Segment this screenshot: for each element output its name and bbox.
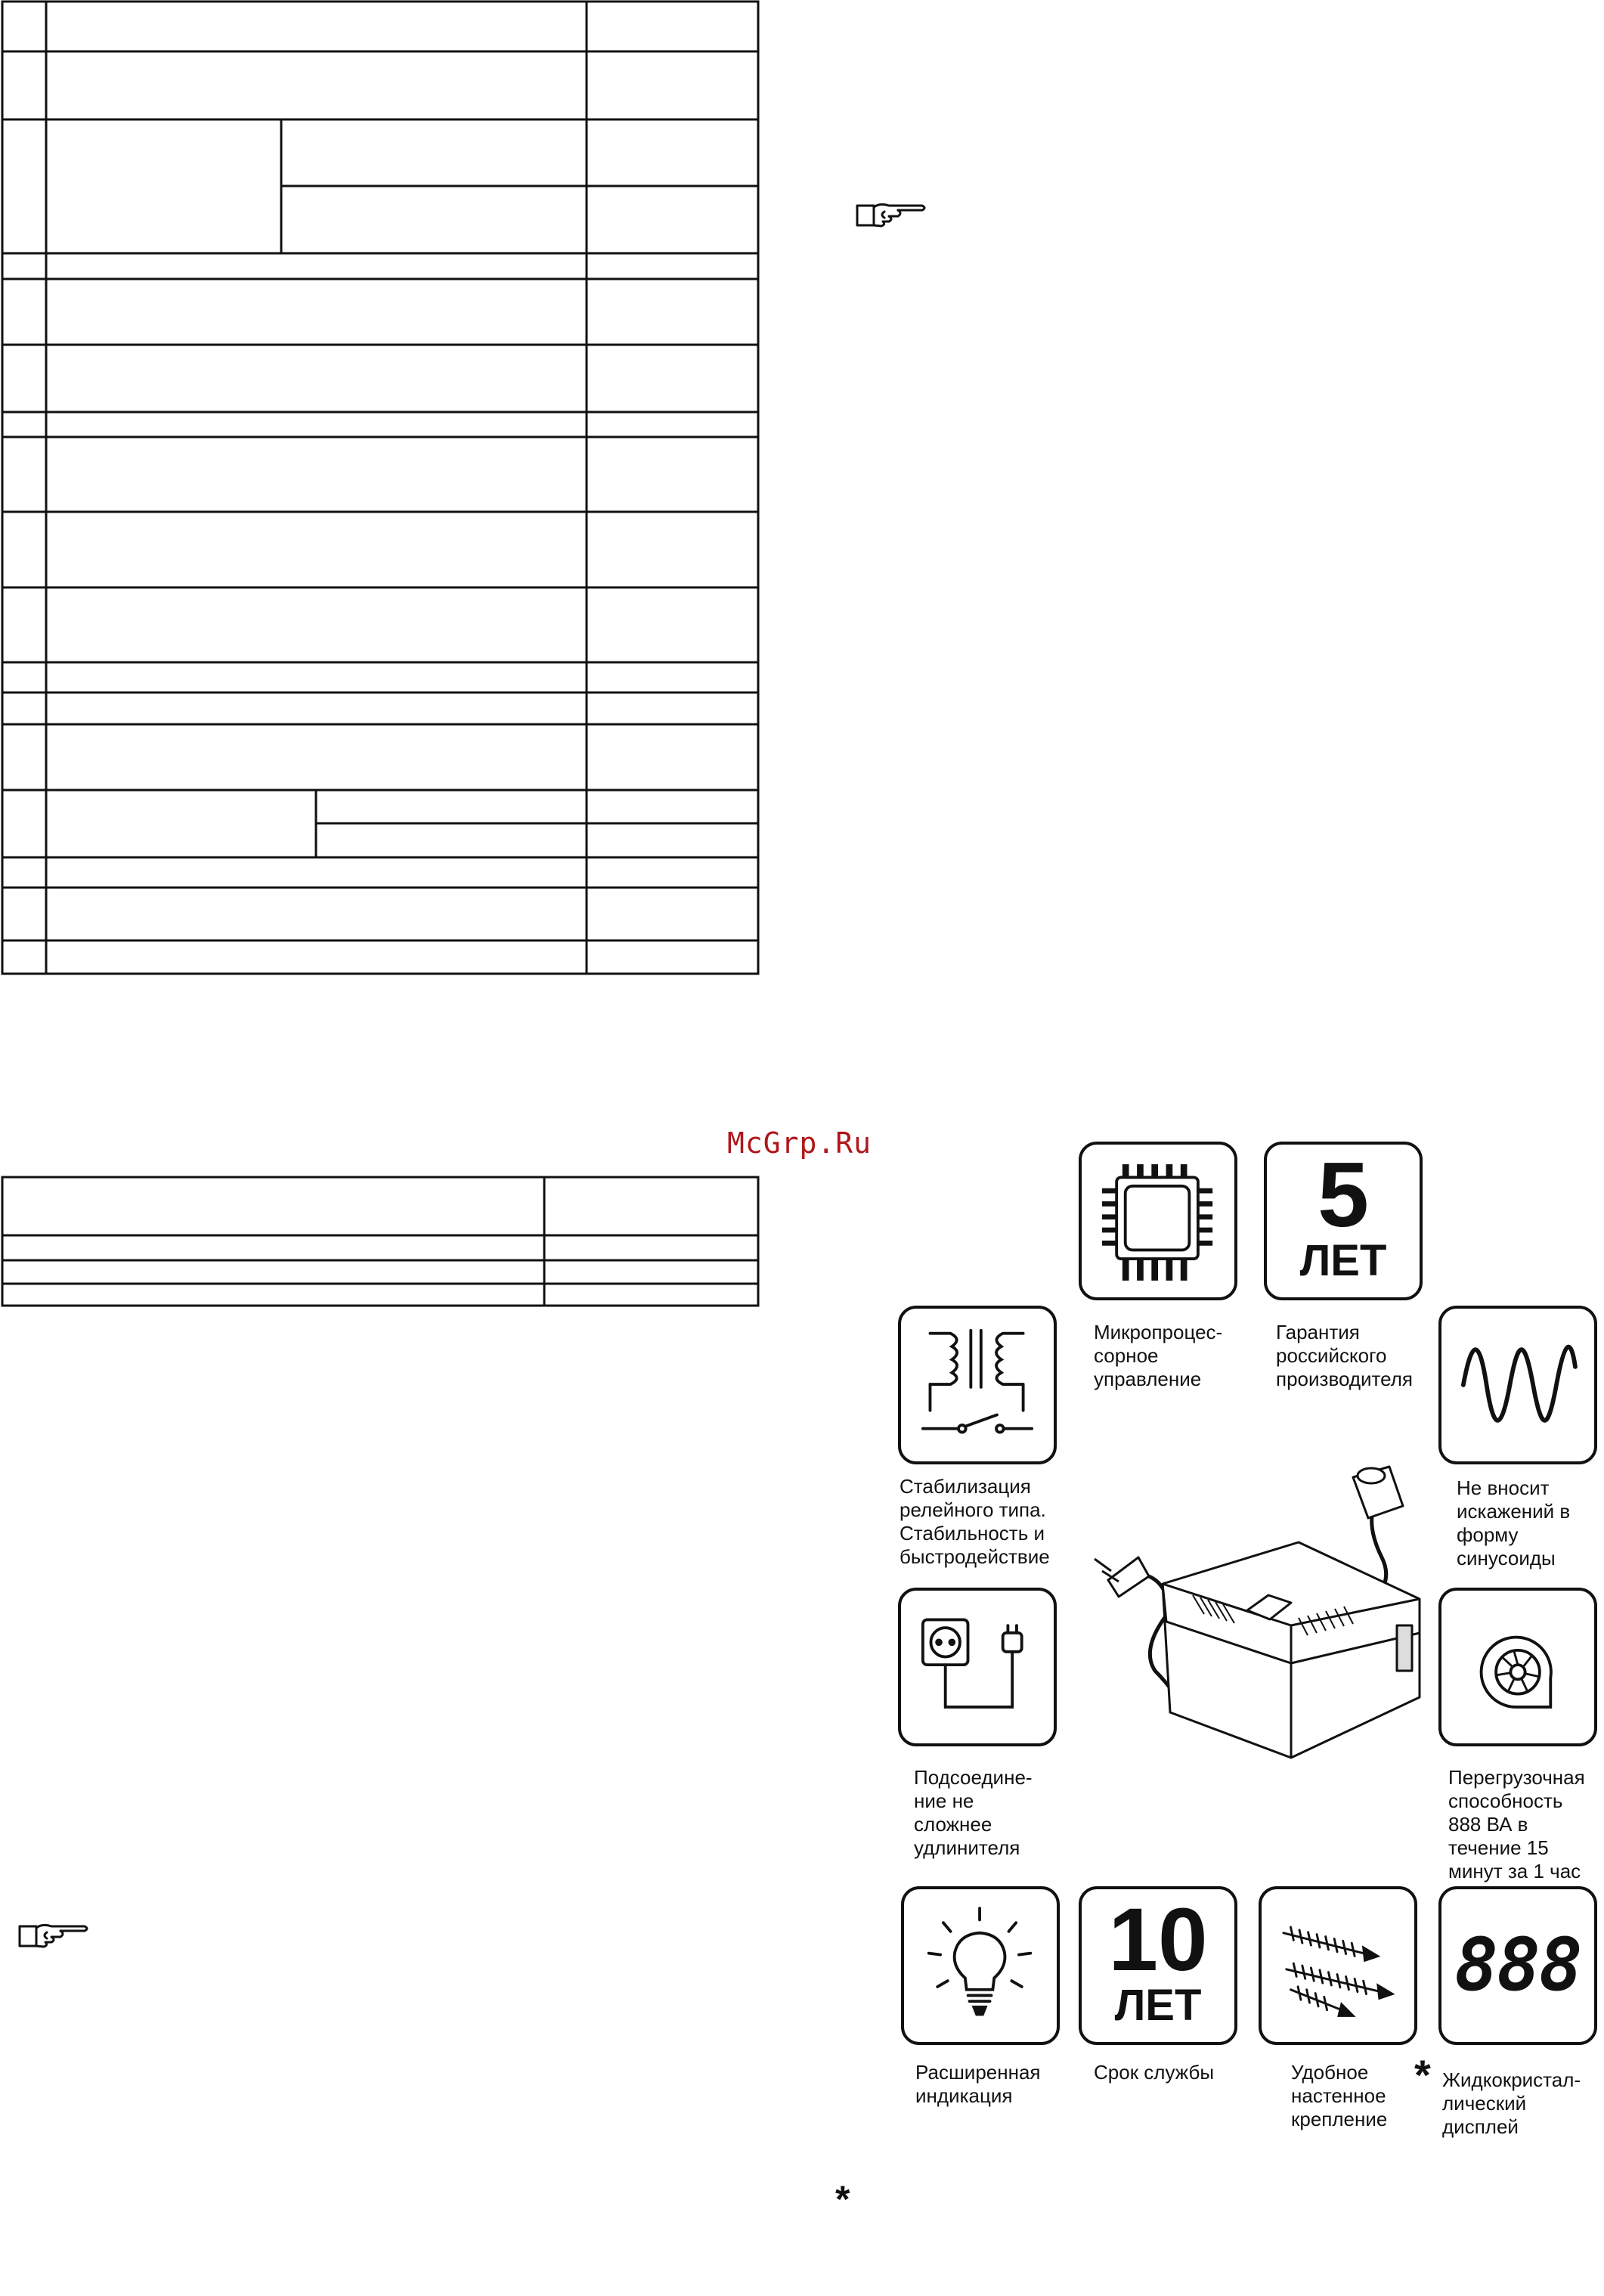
stabilizer-device-illustration: [1072, 1421, 1435, 1814]
microprocessor-tile: [1079, 1142, 1237, 1300]
footer-asterisk: *: [835, 2178, 850, 2220]
display-asterisk: *: [1414, 2051, 1431, 2099]
wall-mount-tile: [1259, 1886, 1417, 2045]
overload-tile: [1438, 1588, 1597, 1746]
service-life-tile: [1079, 1886, 1237, 2045]
watermark: McGrp.Ru: [727, 1126, 872, 1160]
display-digits: 888: [1454, 1923, 1581, 2007]
service-life-number: 10: [1108, 1890, 1208, 1990]
display-caption: Жидкокристал- лический дисплей: [1442, 2068, 1581, 2138]
small-table: [0, 1176, 763, 1308]
service-life-caption: Срок службы: [1094, 2061, 1215, 2084]
indication-caption: Расширенная индикация: [915, 2061, 1041, 2107]
fan-icon: [1441, 1591, 1594, 1743]
light-bulb-icon: [904, 1889, 1057, 2042]
warranty-number: 5: [1318, 1143, 1369, 1246]
pointing-hand-icon: [854, 198, 930, 231]
sine-tile: [1438, 1306, 1597, 1464]
transformer-relay-icon: [901, 1309, 1054, 1461]
display-tile: [1438, 1886, 1597, 2045]
pointing-hand-icon: [17, 1919, 92, 1952]
microprocessor-caption: Микропроцес- сорное управление: [1094, 1321, 1223, 1390]
overload-caption: Перегрузочная способность 888 ВА в течение 15 минут за 1 час: [1448, 1766, 1585, 1882]
relay-tile: [898, 1306, 1057, 1464]
microchip-icon: [1082, 1145, 1234, 1297]
service-life-unit: ЛЕТ: [1114, 1981, 1202, 2030]
relay-caption: Стабилизация релейного типа. Стабильность и быстродействие: [900, 1475, 1050, 1568]
sine-caption: Не вносит искажений в форму синусоиды: [1457, 1476, 1571, 1569]
warranty-caption: Гарантия российского производителя: [1276, 1321, 1414, 1390]
wall-mount-caption: Удобное настенное крепление: [1291, 2061, 1388, 2130]
connection-caption: Подсоедине- ние не сложнее удлинителя: [914, 1766, 1033, 1859]
sine-wave-icon: [1441, 1309, 1594, 1461]
connection-tile: [898, 1588, 1057, 1746]
warranty-tile: [1264, 1142, 1423, 1300]
indication-tile: [901, 1886, 1060, 2045]
spec-table: [0, 0, 763, 975]
screws-icon: [1262, 1889, 1414, 2042]
warranty-unit: ЛЕТ: [1299, 1236, 1387, 1285]
socket-plug-icon: [901, 1591, 1054, 1743]
